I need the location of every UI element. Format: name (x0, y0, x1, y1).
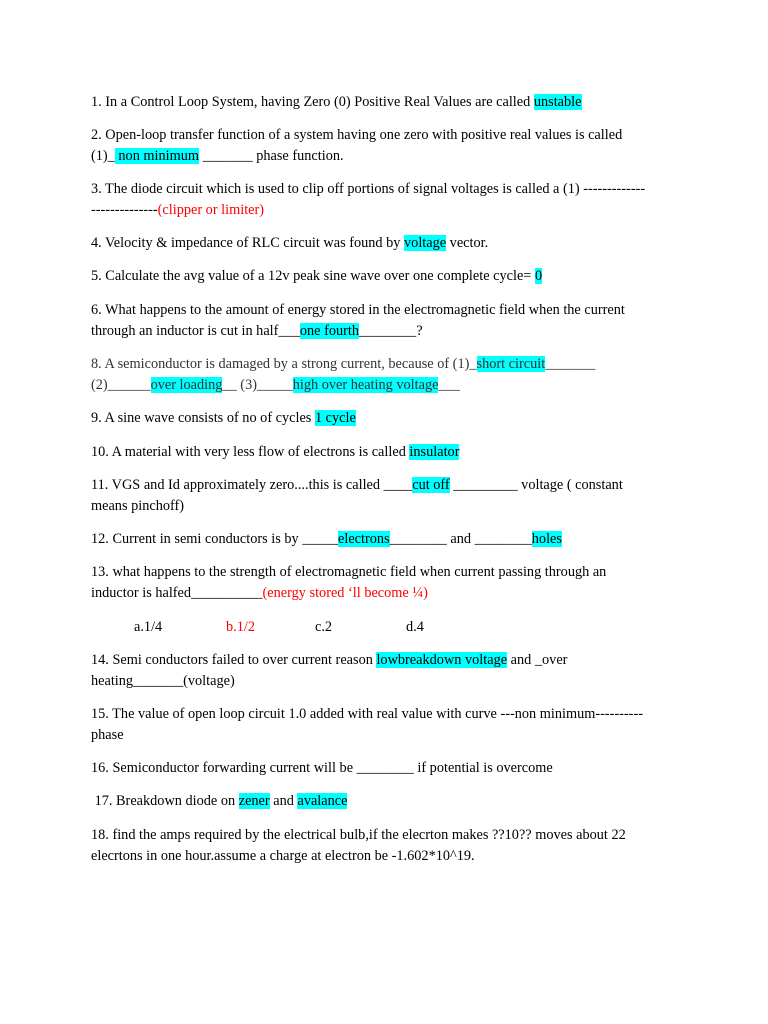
question-3 (91, 179, 691, 221)
question-8-tail: ___ (438, 377, 460, 393)
question-9-text: 9. A sine wave consists of no of cycles (91, 410, 315, 426)
question-12-text: 12. Current in semi conductors is by _____ (91, 531, 338, 547)
question-11 (91, 475, 691, 517)
option-a: a.1/4 (134, 619, 163, 635)
question-17-answer-2: avalance (297, 793, 348, 809)
question-3-blank: -------------- (91, 202, 158, 218)
question-11-answer: cut off (412, 477, 450, 493)
question-13-options (0, 619, 768, 639)
question-13-answer: (energy stored ‘ll become ¼) (262, 585, 428, 601)
question-5-text: 5. Calculate the avg value of a 12v peak sine wave over one complete cycle= (91, 268, 535, 284)
option-c: c.2 (315, 619, 333, 635)
question-4 (91, 233, 691, 254)
question-2-text: 2. Open-loop transfer function of a system having one zero with positive real values is called (91, 127, 623, 143)
question-13-prefix: inductor is halfed__________ (91, 585, 263, 601)
question-1-text: 1. In a Control Loop System, having Zero (0) Positive Real Values are called (91, 94, 534, 110)
option-b: b.1/2 (226, 619, 255, 635)
question-6 (91, 300, 691, 342)
question-10-answer: insulator (409, 444, 460, 460)
question-18 (91, 825, 691, 867)
question-18-line-2: elecrtons in one hour.assume a charge at electron be -1.602*10^19. (91, 848, 475, 864)
question-9 (91, 408, 691, 429)
question-14 (91, 650, 691, 692)
question-15-line-2: phase (91, 727, 124, 743)
question-2-tail: _______ phase function. (199, 148, 344, 164)
question-2-answer: non minimum (114, 148, 200, 164)
question-17 (91, 791, 691, 812)
question-11-tail: _________ voltage ( constant (449, 477, 623, 493)
question-17-answer-1: zener (238, 793, 270, 809)
question-9-answer: 1 cycle (314, 410, 356, 426)
question-2-blank: (1)_ (91, 148, 115, 164)
question-8-blank-1: _______ (545, 356, 596, 372)
question-14-answer: lowbreakdown voltage (376, 652, 508, 668)
question-6-prefix: through an inductor is cut in half___ (91, 323, 300, 339)
question-3-answer: (clipper or limiter) (157, 202, 265, 218)
question-2 (91, 125, 691, 167)
question-12-middle: ________ and ________ (389, 531, 532, 547)
question-8-blank-3: __ (3)_____ (222, 377, 293, 393)
question-15-text: 15. The value of open loop circuit 1.0 added with real value with curve ---non minimum---------- (91, 706, 643, 722)
question-10 (91, 442, 691, 463)
question-8-answer-2: over loading (150, 377, 223, 393)
question-8-answer-1: short circuit (476, 356, 546, 372)
option-d: d.4 (406, 619, 424, 635)
question-5-answer: 0 (534, 268, 543, 284)
question-10-text: 10. A material with very less flow of electrons is called (91, 444, 410, 460)
question-4-answer: voltage (404, 235, 447, 251)
question-17-text: 17. Breakdown diode on (91, 793, 239, 809)
question-15 (91, 704, 691, 746)
question-11-line-2: means pinchoff) (91, 498, 185, 514)
question-8 (91, 354, 691, 396)
question-4-tail: vector. (446, 235, 489, 251)
question-8-text: 8. A semiconductor is damaged by a strong current, because of (1)_ (91, 356, 477, 372)
question-13 (91, 562, 691, 604)
question-11-text: 11. VGS and Id approximately zero....this is called ____ (91, 477, 413, 493)
question-4-text: 4. Velocity & impedance of RLC circuit was found by (91, 235, 405, 251)
question-12 (91, 529, 691, 550)
question-14-text: 14. Semi conductors failed to over current reason (91, 652, 377, 668)
question-12-answer-2: holes (531, 531, 562, 547)
question-8-blank-2: (2)______ (91, 377, 151, 393)
question-3-text: 3. The diode circuit which is used to clip off portions of signal voltages is called a (1) ------------- (91, 181, 646, 197)
question-6-answer: one fourth (299, 323, 360, 339)
question-18-text: 18. find the amps required by the electrical bulb,if the elecrton makes ??10?? moves about 22 (91, 827, 626, 843)
question-17-middle: and (269, 793, 298, 809)
question-8-answer-3: high over heating voltage (292, 377, 439, 393)
question-5 (91, 266, 691, 287)
question-6-tail: ________? (359, 323, 423, 339)
question-1-answer: unstable (533, 94, 582, 110)
question-6-text: 6. What happens to the amount of energy stored in the electromagnetic field when the current (91, 302, 625, 318)
question-1 (91, 92, 691, 113)
question-14-tail: and _over (507, 652, 568, 668)
question-16 (91, 758, 691, 779)
question-14-line-2: heating_______(voltage) (91, 673, 235, 689)
question-16-text: 16. Semiconductor forwarding current will be ________ if potential is overcome (91, 760, 553, 776)
question-12-answer-1: electrons (338, 531, 390, 547)
question-13-text: 13. what happens to the strength of electromagnetic field when current passing through an (91, 564, 607, 580)
